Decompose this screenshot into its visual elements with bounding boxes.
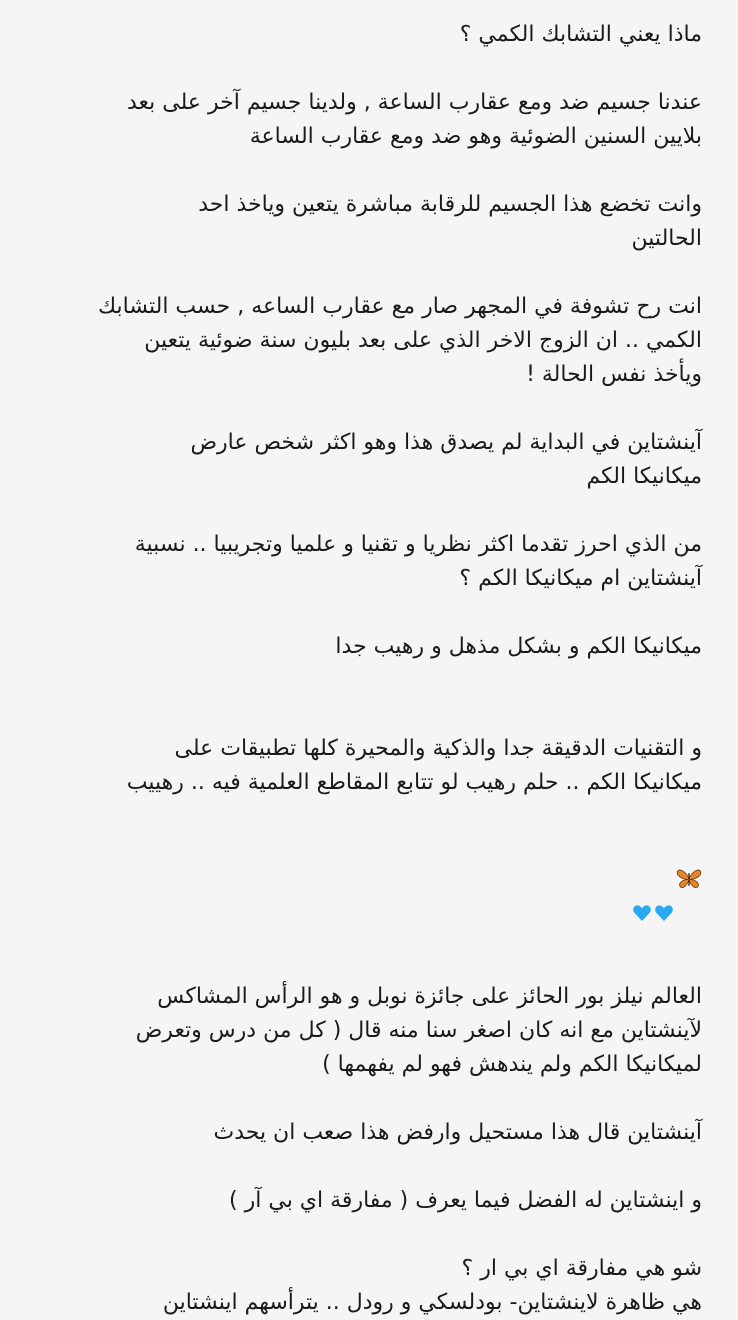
paragraph-observation: وانت تخضع هذا الجسيم للرقابة مباشرة يتعين وياخذ احد الحالتين xyxy=(198,192,702,251)
butterfly-icon xyxy=(676,834,702,924)
paragraph-progress-question: من الذي احرز تقدما اكثر نظريا و تقنيا و علميا وتجريبيا .. نسبية آينشتاين ام ميكانيكا الكم ؟ xyxy=(134,532,702,591)
paragraph-microscope: انت رح تشوفة في المجهر صار مع عقارب الساعه , حسب التشابك الكمي .. ان الزوج الاخر الذي على بعد بليون سنة ضوئية يتعين ويأخذ نفس الحالة ! xyxy=(97,294,702,387)
blue-heart-icon xyxy=(654,869,674,889)
paragraph-technologies-text: و التقنيات الدقيقة جدا والذكية والمحيرة كلها تطبيقات على ميكانيكا الكم .. حلم رهيب لو تتابع المقاطع العلمية فيه .. رهييب xyxy=(126,736,702,795)
paragraph-einstein-impossible: آينشتاين قال هذا مستحيل وارفض هذا صعب ان يحدث xyxy=(213,1120,702,1145)
paragraph-quantum-answer: ميكانيكا الكم و بشكل مذهل و رهيب جدا xyxy=(335,634,702,659)
blue-heart-icon xyxy=(632,869,652,889)
paragraph-question: ماذا يعني التشابك الكمي ؟ xyxy=(459,22,702,47)
paragraph-einstein-doubt: آينشتاين في البداية لم يصدق هذا وهو اكثر شخص عارض ميكانيكا الكم xyxy=(190,430,702,489)
paragraph-particles: عندنا جسيم ضد ومع عقارب الساعة , ولدينا جسيم آخر على بعد بلايين السنين الضوئية وهو ضد ومع عقارب الساعة xyxy=(127,90,702,149)
paragraph-niels-bohr: العالم نيلز بور الحائز على جائزة نوبل و هو الرأس المشاكس لآينشتاين مع انه كان اصغر سنا منه قال ( كل من درس وتعرض لميكانيكا الكم ولم يندهش فهو لم يفهمها ) xyxy=(135,984,702,1077)
paragraph-epr-credit: و اينشتاين له الفضل فيما يعرف ( مفارقة اي بي آر ) xyxy=(229,1188,702,1213)
paragraph-epr-question: شو هي مفارقة اي بي ار ؟ هي ظاهرة لاينشتاين- بودلسكي و رودل .. يترأسهم اينشتاين xyxy=(162,1256,702,1315)
emoji-row xyxy=(632,834,702,924)
paragraph-technologies xyxy=(36,698,702,924)
